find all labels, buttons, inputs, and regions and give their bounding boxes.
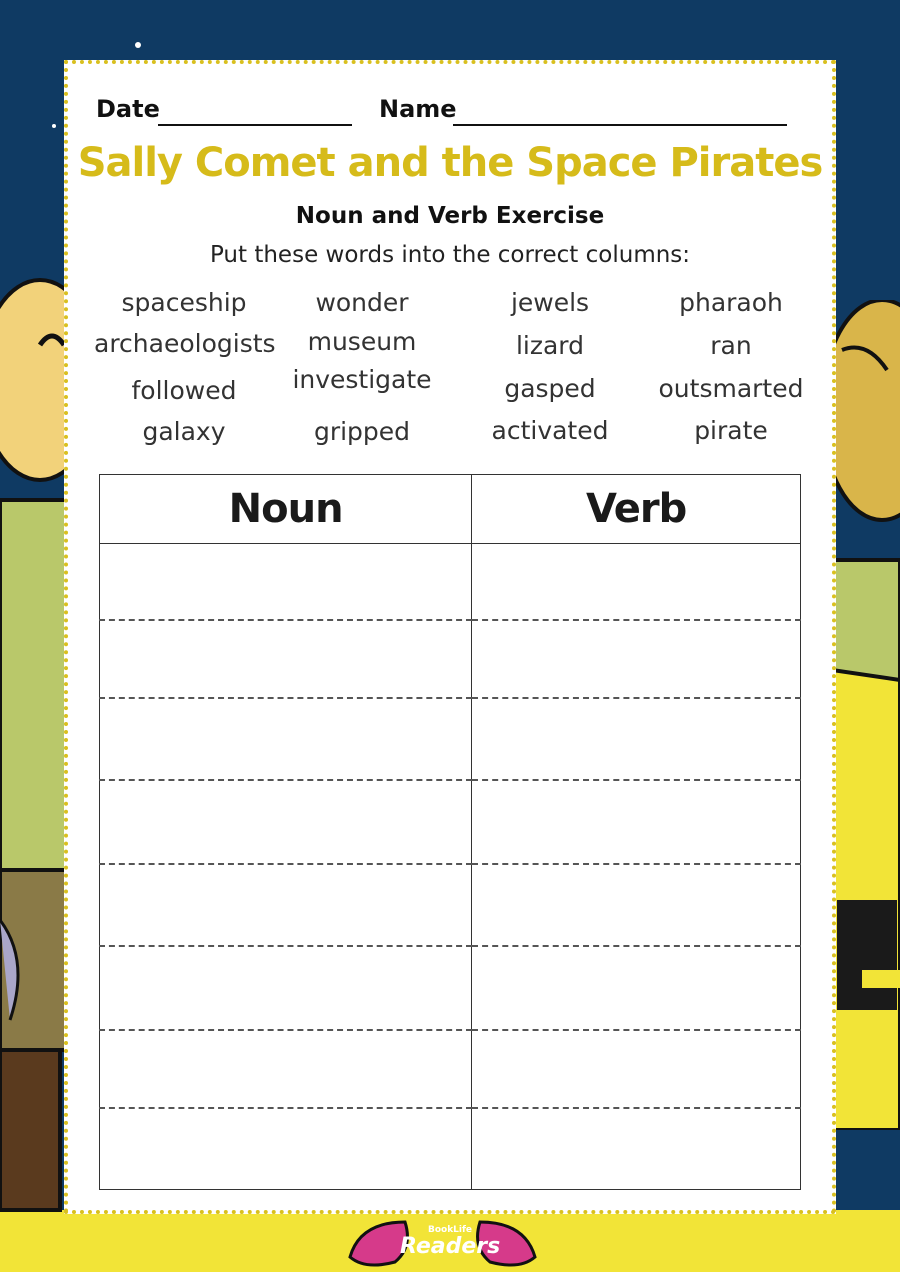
word-bank-item: activated: [491, 416, 609, 445]
name-field[interactable]: [453, 124, 787, 126]
word-bank-item: spaceship: [121, 288, 247, 317]
date-field[interactable]: [158, 124, 352, 126]
verb-column-header: Verb: [472, 475, 801, 544]
exercise-subtitle: Noun and Verb Exercise: [295, 203, 605, 229]
word-bank-item: investigate: [292, 365, 432, 394]
star-icon: [135, 42, 141, 48]
word-bank-item: gripped: [313, 417, 411, 446]
verb-answer-cell[interactable]: [472, 1030, 801, 1108]
word-bank-item: galaxy: [142, 417, 226, 446]
explorer-illustration: [0, 270, 70, 1220]
verb-answer-cell[interactable]: [472, 780, 801, 864]
word-bank-item: outsmarted: [658, 374, 804, 403]
verb-answer-cell[interactable]: [472, 1108, 801, 1190]
verb-answer-cell[interactable]: [472, 946, 801, 1030]
word-bank-item: wonder: [315, 288, 409, 317]
name-label: Name: [379, 95, 457, 123]
verb-answer-cell[interactable]: [472, 620, 801, 698]
verb-answer-cell[interactable]: [472, 864, 801, 946]
noun-answer-cell[interactable]: [100, 780, 472, 864]
noun-column-header: Noun: [100, 475, 472, 544]
noun-answer-cell[interactable]: [100, 698, 472, 780]
word-bank-item: followed: [131, 376, 237, 405]
date-label-group: [96, 95, 160, 123]
verb-answer-cell[interactable]: [472, 544, 801, 620]
word-bank-item: jewels: [510, 288, 590, 317]
word-bank-item: museum: [307, 327, 417, 356]
verb-answer-cell[interactable]: [472, 698, 801, 780]
name-label-group: [379, 95, 457, 123]
star-icon: [52, 124, 56, 128]
instruction-text: Put these words into the correct columns:: [209, 242, 691, 268]
word-bank-item: archaeologists: [94, 329, 276, 358]
date-label: Date: [96, 95, 160, 123]
logo-small-text: BookLife: [427, 1225, 473, 1235]
worksheet-title: Sally Comet and the Space Pirates: [77, 140, 823, 186]
noun-answer-cell[interactable]: [100, 620, 472, 698]
word-bank-item: pharaoh: [679, 288, 783, 317]
booklife-readers-logo: [400, 1226, 500, 1259]
noun-answer-cell[interactable]: [100, 544, 472, 620]
word-bank-item: lizard: [515, 331, 585, 360]
noun-answer-cell[interactable]: [100, 946, 472, 1030]
noun-answer-cell[interactable]: [100, 1108, 472, 1190]
word-bank-item: gasped: [504, 374, 596, 403]
noun-answer-cell[interactable]: [100, 864, 472, 946]
sally-illustration: [832, 300, 900, 1130]
logo-big-text: Readers: [400, 1234, 501, 1259]
word-bank-item: ran: [710, 331, 752, 360]
noun-verb-table: [99, 474, 801, 1190]
noun-answer-cell[interactable]: [100, 1030, 472, 1108]
word-bank-item: pirate: [694, 416, 768, 445]
